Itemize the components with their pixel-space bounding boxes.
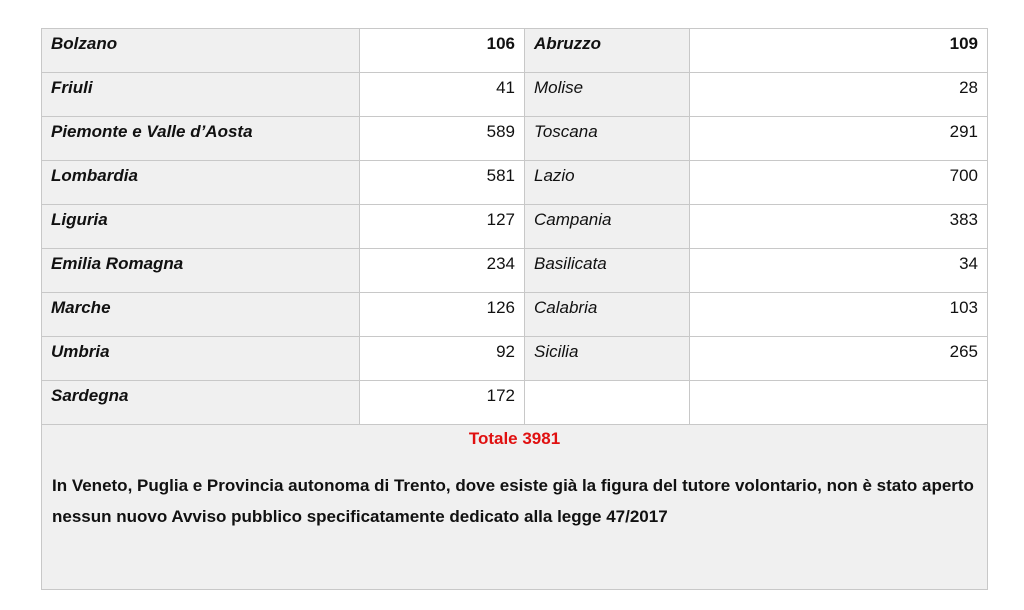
- left-region-label: Piemonte e Valle d’Aosta: [51, 122, 253, 141]
- left-value: 127: [486, 210, 515, 229]
- left-region-label: Marche: [51, 298, 111, 317]
- right-value: [699, 381, 978, 387]
- right-region-cell: [525, 205, 690, 249]
- right-value-cell: [690, 381, 988, 425]
- left-region-cell: [42, 205, 360, 249]
- right-region-label: Calabria: [534, 298, 598, 317]
- right-region-cell: [525, 249, 690, 293]
- left-region-cell: [42, 73, 360, 117]
- left-value-cell: [360, 73, 525, 117]
- right-value: 291: [949, 122, 978, 141]
- left-value-cell: [360, 205, 525, 249]
- right-value-cell: [690, 293, 988, 337]
- table-row: [42, 161, 988, 205]
- right-region-label: Abruzzo: [534, 34, 602, 53]
- right-value-cell: [690, 337, 988, 381]
- left-value-cell: [360, 161, 525, 205]
- left-region-label: Umbria: [51, 342, 110, 361]
- left-region-cell: [42, 249, 360, 293]
- left-value: 581: [486, 166, 515, 185]
- right-region-label: Molise: [534, 78, 584, 97]
- right-value-cell: [690, 117, 988, 161]
- right-region-label: Campania: [534, 210, 612, 229]
- left-value: 234: [486, 254, 515, 273]
- right-value: 383: [949, 210, 978, 229]
- left-region-cell: [42, 29, 360, 73]
- right-region-cell: [525, 381, 690, 425]
- footnote-text: In Veneto, Puglia e Provincia autonoma di Trento, dove esiste già la figura del tutore volontario, non è stato aperto nessun nuovo Avviso pubblico specificatamente dedicato alla legge 47/2017: [52, 476, 974, 526]
- right-region-label: Toscana: [534, 122, 598, 141]
- regional-table: [41, 28, 988, 590]
- left-value: 41: [496, 78, 515, 97]
- left-value: 589: [486, 122, 515, 141]
- right-value: 34: [959, 254, 978, 273]
- right-region-cell: [525, 337, 690, 381]
- left-region-cell: [42, 161, 360, 205]
- right-value-cell: [690, 161, 988, 205]
- left-value-cell: [360, 29, 525, 73]
- right-value-cell: [690, 73, 988, 117]
- left-region-cell: [42, 381, 360, 425]
- left-value: 92: [496, 342, 515, 361]
- right-region-cell: [525, 117, 690, 161]
- left-region-cell: [42, 117, 360, 161]
- right-region-label: Lazio: [534, 166, 575, 185]
- right-value: 109: [949, 34, 978, 53]
- left-value: 106: [486, 34, 515, 53]
- left-region-label: Friuli: [51, 78, 93, 97]
- left-region-label: Lombardia: [51, 166, 138, 185]
- table-row: [42, 381, 988, 425]
- right-region-cell: [525, 73, 690, 117]
- left-value-cell: [360, 249, 525, 293]
- left-region-cell: [42, 293, 360, 337]
- left-value-cell: [360, 337, 525, 381]
- left-value: 172: [486, 386, 515, 405]
- right-region-cell: [525, 293, 690, 337]
- right-value-cell: [690, 205, 988, 249]
- left-value-cell: [360, 293, 525, 337]
- right-region-label: [534, 381, 680, 387]
- table-row: [42, 73, 988, 117]
- left-region-label: Sardegna: [51, 386, 129, 405]
- right-region-label: Sicilia: [534, 342, 579, 361]
- right-value-cell: [690, 249, 988, 293]
- footer-cell: [42, 425, 988, 590]
- table-row: [42, 29, 988, 73]
- left-region-cell: [42, 337, 360, 381]
- right-value: 265: [949, 342, 978, 361]
- right-region-cell: [525, 161, 690, 205]
- left-region-label: Liguria: [51, 210, 108, 229]
- left-value-cell: [360, 381, 525, 425]
- table-row: [42, 117, 988, 161]
- left-value-cell: [360, 117, 525, 161]
- footer-row: [42, 425, 988, 590]
- right-region-label: Basilicata: [534, 254, 607, 273]
- regional-table-container: [41, 28, 986, 590]
- total-label: Totale 3981: [468, 429, 561, 448]
- right-value: 103: [949, 298, 978, 317]
- left-region-label: Bolzano: [51, 34, 118, 53]
- table-row: [42, 249, 988, 293]
- right-region-cell: [525, 29, 690, 73]
- table-row: [42, 293, 988, 337]
- table-row: [42, 337, 988, 381]
- right-value: 28: [959, 78, 978, 97]
- right-value: 700: [949, 166, 978, 185]
- left-value: 126: [486, 298, 515, 317]
- table-row: [42, 205, 988, 249]
- left-region-label: Emilia Romagna: [51, 254, 184, 273]
- right-value-cell: [690, 29, 988, 73]
